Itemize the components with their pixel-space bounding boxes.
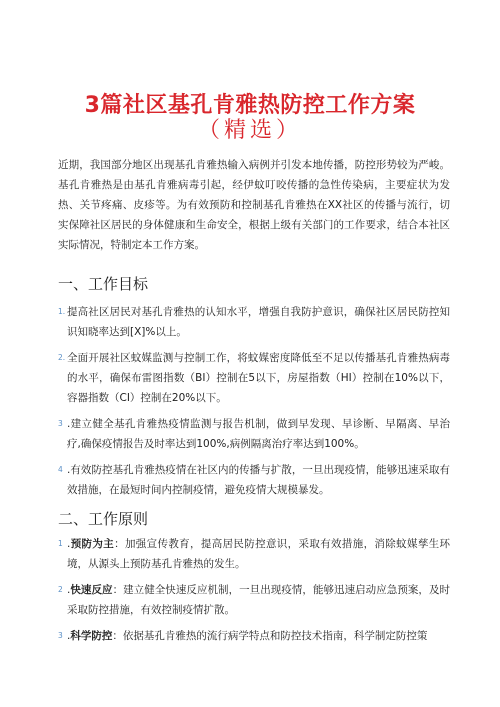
list-item-prefix: . [67, 538, 71, 550]
list-item-number: 4 [58, 465, 63, 474]
principles-list [58, 534, 450, 652]
list-item-number: 3 [58, 419, 63, 428]
list-item [58, 580, 450, 620]
section-heading-principles: 二、工作原则 [58, 510, 149, 528]
principle-description: ：建立健全快速反应机制，一旦出现疫情，能够迅速启动应急预案，及时采取防控措施，有效控制疫情扩散。 [67, 584, 451, 616]
section-heading-goals: 一、工作目标 [58, 275, 149, 293]
list-item-number: 2. [58, 353, 66, 362]
list-item-prefix: . [67, 584, 71, 596]
list-item-number: 1. [58, 307, 66, 316]
principle-description: ：加强宣传教育，提高居民防控意识，采取有效措施，消除蚊媒孳生环境，从源头上预防基孔肯雅热的发生。 [67, 538, 451, 570]
list-item-number: 1 [58, 539, 63, 548]
list-item-text [67, 580, 450, 620]
list-item-text [67, 534, 450, 574]
principle-term: 快速反应 [70, 584, 113, 596]
principle-term: 预防为主 [70, 538, 115, 550]
list-item-text: 全面开展社区蚊媒监测与控制工作，将蚊媒密度降低至不足以传播基孔肯雅热病毒的水平，确保布雷图指数（BI）控制在5以下，房屋指数（HI）控制在10%以下，容器指数（CI）控制在20%以下。 [67, 352, 450, 404]
list-item-number: 2 [58, 585, 63, 594]
list-item [58, 626, 450, 646]
list-item [58, 460, 450, 500]
list-item-prefix: . [67, 630, 71, 642]
principle-description: ：依据基孔肯雅热的流行病学特点和防控技术指南，科学制定防控策 [112, 630, 428, 642]
list-item-number: 3 [58, 631, 63, 640]
list-item-text: .有效防控基孔肯雅热疫情在社区内的传播与扩散，一旦出现疫情，能够迅速采取有效措施，在最短时间内控制疫情，避免疫情大规模暴发。 [67, 464, 450, 496]
list-item [58, 534, 450, 574]
list-item [58, 414, 450, 454]
list-item [58, 348, 450, 408]
list-item-text: .建立健全基孔肯雅热疫情监测与报告机制，做到早发现、早诊断、早隔离、早治疗,确保疫情报告及时率达到100%,病例隔离治疗率达到100%。 [67, 418, 450, 450]
list-item-text: 提高社区居民对基孔肯雅热的认知水平，增强自我防护意识，确保社区居民防控知识知晓率达到[X]%以上。 [67, 306, 450, 338]
intro-paragraph: 近期，我国部分地区出现基孔肯雅热输入病例并引发本地传播，防控形势较为严峻。基孔肯雅热是由基孔肯雅病毒引起，经伊蚊叮咬传播的急性传染病，主要症状为发热、关节疼痛、皮疹等。为有效预防和控制基孔肯雅热在XX社区的传播与流行，切实保障社区居民的身体健康和生命安全，根据上级有关部门的工作要求，结合本社区实际情况，特制定本工作方案。 [58, 159, 450, 251]
document-subtitle: （精选） [197, 118, 302, 143]
list-item [58, 302, 450, 342]
document-title: 3篇社区基孔肯雅热防控工作方案 [84, 92, 416, 118]
list-item-text [67, 626, 450, 646]
goals-list [58, 302, 450, 506]
principle-term: 科学防控 [70, 630, 113, 642]
